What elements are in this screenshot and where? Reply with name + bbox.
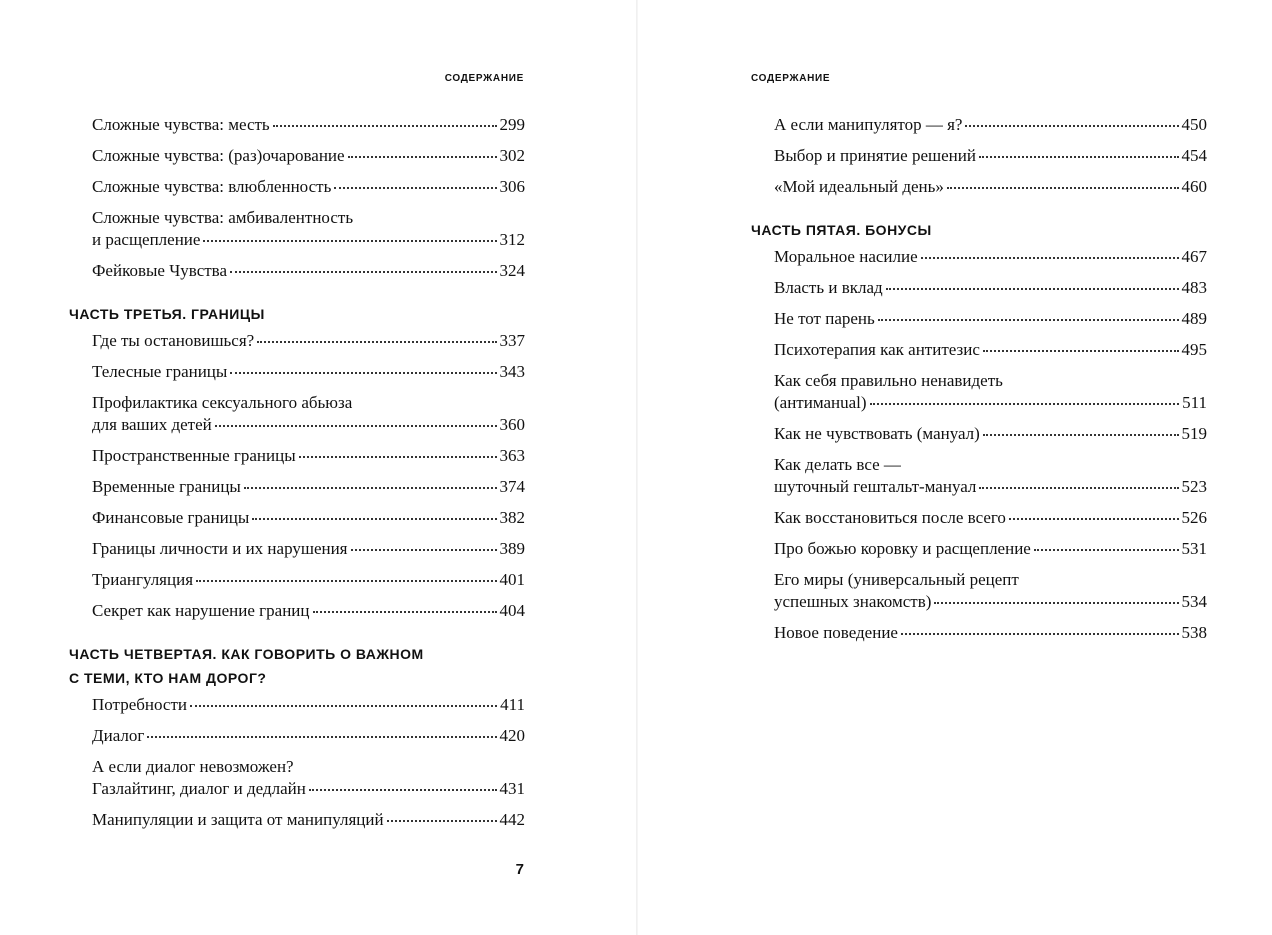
dot-leader bbox=[244, 486, 497, 489]
toc-entry[interactable] bbox=[92, 756, 525, 800]
toc-entry-title: А если манипулятор — я? bbox=[774, 115, 963, 134]
toc-entry-page-number: 420 bbox=[499, 726, 525, 745]
dot-leader bbox=[983, 433, 1179, 436]
toc-entry-page-number: 360 bbox=[499, 415, 525, 434]
toc-entry-title: Про божью коровку и расщепление bbox=[774, 539, 1031, 558]
toc-entry-page-number: 523 bbox=[1181, 477, 1207, 496]
dot-leader bbox=[190, 704, 497, 707]
dot-leader bbox=[921, 256, 1179, 259]
toc-entry-row bbox=[92, 229, 525, 251]
dot-leader bbox=[979, 155, 1179, 158]
toc-entry-title: Где ты остановишься? bbox=[92, 331, 255, 350]
dot-leader bbox=[965, 124, 1178, 127]
toc-group bbox=[69, 694, 525, 831]
toc-entry-row bbox=[774, 392, 1207, 414]
toc-entry-row bbox=[92, 778, 525, 800]
dot-leader bbox=[979, 486, 1178, 489]
toc-entry-row bbox=[92, 600, 525, 622]
toc-entry[interactable] bbox=[774, 622, 1207, 644]
toc-entry-page-number: 526 bbox=[1181, 508, 1207, 527]
toc-entry-title: Триангуляция bbox=[92, 570, 194, 589]
toc-entry-page-number: 404 bbox=[499, 601, 525, 620]
toc-entry-row bbox=[92, 260, 525, 282]
toc-entry-page-number: 401 bbox=[499, 570, 525, 589]
dot-leader bbox=[147, 735, 496, 738]
toc-entry-row bbox=[92, 507, 525, 529]
dot-leader bbox=[1034, 548, 1179, 551]
toc-entry[interactable] bbox=[92, 361, 525, 383]
running-head: СОДЕРЖАНИЕ bbox=[751, 73, 831, 84]
dot-leader bbox=[299, 455, 497, 458]
toc-entry-row bbox=[92, 725, 525, 747]
toc-entry-title: Секрет как нарушение границ bbox=[92, 601, 310, 620]
toc-entry-page-number: 511 bbox=[1182, 393, 1207, 412]
dot-leader bbox=[901, 632, 1179, 635]
toc-entry-page-number: 382 bbox=[499, 508, 525, 527]
toc-entry-title: Моральное насилие bbox=[774, 247, 918, 266]
toc-entry-title-line: Как себя правильно ненавидеть bbox=[774, 371, 1003, 390]
dot-leader bbox=[313, 610, 497, 613]
toc-entry-page-number: 442 bbox=[499, 810, 525, 829]
toc-entry-title: Пространственные границы bbox=[92, 446, 296, 465]
toc-entry-title: Потребности bbox=[92, 695, 187, 714]
toc-entry[interactable] bbox=[774, 423, 1207, 445]
toc-entry-row bbox=[774, 114, 1207, 136]
toc-entry-title: Выбор и принятие решений bbox=[774, 146, 976, 165]
toc-entry-row bbox=[92, 145, 525, 167]
table-of-contents bbox=[69, 114, 525, 840]
toc-entry[interactable] bbox=[92, 207, 525, 251]
toc-entry-row bbox=[774, 145, 1207, 167]
toc-entry[interactable] bbox=[92, 809, 525, 831]
toc-entry-page-number: 306 bbox=[499, 177, 525, 196]
toc-entry[interactable] bbox=[774, 308, 1207, 330]
running-head: СОДЕРЖАНИЕ bbox=[444, 73, 524, 84]
toc-entry-row bbox=[92, 809, 525, 831]
dot-leader bbox=[1009, 517, 1179, 520]
toc-entry-page-number: 538 bbox=[1181, 623, 1207, 642]
toc-entry-title: шуточный гештальт-мануал bbox=[774, 477, 977, 496]
toc-entry-row bbox=[774, 423, 1207, 445]
toc-entry-title: Новое поведение bbox=[774, 623, 898, 642]
toc-entry-row bbox=[92, 476, 525, 498]
toc-entry-title: (антиманual) bbox=[774, 393, 867, 412]
toc-entry-page-number: 411 bbox=[500, 695, 525, 714]
page-number: 7 bbox=[515, 861, 524, 878]
toc-entry-row bbox=[774, 339, 1207, 361]
toc-entry[interactable] bbox=[774, 246, 1207, 268]
toc-entry-title: Манипуляции и защита от манипуляций bbox=[92, 810, 384, 829]
toc-entry-title: успешных знакомств) bbox=[774, 592, 932, 611]
toc-entry-page-number: 389 bbox=[499, 539, 525, 558]
toc-entry-page-number: 489 bbox=[1181, 309, 1207, 328]
toc-entry-row bbox=[92, 445, 525, 467]
toc-entry-title: Диалог bbox=[92, 726, 145, 745]
toc-entry-title: Сложные чувства: месть bbox=[92, 115, 270, 134]
toc-entry-page-number: 483 bbox=[1181, 278, 1207, 297]
toc-entry[interactable] bbox=[774, 114, 1207, 136]
toc-entry-row bbox=[774, 622, 1207, 644]
toc-entry[interactable] bbox=[92, 445, 525, 467]
table-of-contents bbox=[751, 114, 1207, 653]
dot-leader bbox=[203, 239, 496, 242]
toc-entry-title: Не тот парень bbox=[774, 309, 875, 328]
toc-group bbox=[69, 330, 525, 622]
toc-entry[interactable] bbox=[774, 339, 1207, 361]
dot-leader bbox=[348, 155, 497, 158]
toc-entry-page-number: 495 bbox=[1181, 340, 1207, 359]
toc-entry-row bbox=[92, 330, 525, 352]
toc-entry[interactable] bbox=[774, 176, 1207, 198]
toc-entry-page-number: 467 bbox=[1181, 247, 1207, 266]
section-title-line: ЧАСТЬ ЧЕТВЕРТАЯ. КАК ГОВОРИТЬ О ВАЖНОМ bbox=[69, 646, 424, 662]
toc-entry-row bbox=[92, 538, 525, 560]
toc-entry-title: Психотерапия как антитезис bbox=[774, 340, 980, 359]
toc-entry[interactable] bbox=[92, 176, 525, 198]
dot-leader bbox=[870, 402, 1180, 405]
toc-entry-title: Сложные чувства: (раз)очарование bbox=[92, 146, 345, 165]
toc-entry-page-number: 519 bbox=[1181, 424, 1207, 443]
toc-entry[interactable] bbox=[92, 330, 525, 352]
toc-entry[interactable] bbox=[774, 370, 1207, 414]
toc-entry-row bbox=[774, 538, 1207, 560]
toc-entry-page-number: 337 bbox=[499, 331, 525, 350]
dot-leader bbox=[878, 318, 1179, 321]
toc-entry[interactable] bbox=[92, 145, 525, 167]
section-title: ЧАСТЬ ПЯТАЯ. БОНУСЫ bbox=[751, 222, 932, 238]
toc-entry[interactable] bbox=[774, 277, 1207, 299]
toc-entry[interactable] bbox=[92, 538, 525, 560]
toc-entry-title: Фейковые Чувства bbox=[92, 261, 228, 280]
dot-leader bbox=[252, 517, 496, 520]
dot-leader bbox=[886, 287, 1179, 290]
toc-entry-title: Власть и вклад bbox=[774, 278, 883, 297]
toc-entry-row bbox=[92, 176, 525, 198]
dot-leader bbox=[273, 124, 497, 127]
toc-entry-title: для ваших детей bbox=[92, 415, 212, 434]
toc-entry-page-number: 363 bbox=[499, 446, 525, 465]
toc-entry[interactable] bbox=[92, 476, 525, 498]
dot-leader bbox=[309, 788, 497, 791]
dot-leader bbox=[983, 349, 1179, 352]
section-title: ЧАСТЬ ТРЕТЬЯ. ГРАНИЦЫ bbox=[69, 306, 265, 322]
toc-group bbox=[751, 114, 1207, 198]
toc-entry[interactable] bbox=[92, 260, 525, 282]
dot-leader bbox=[351, 548, 497, 551]
toc-entry-title: Границы личности и их нарушения bbox=[92, 539, 348, 558]
toc-entry[interactable] bbox=[92, 569, 525, 591]
toc-entry-row bbox=[92, 414, 525, 436]
toc-entry[interactable] bbox=[92, 392, 525, 436]
toc-entry[interactable] bbox=[92, 114, 525, 136]
toc-entry[interactable] bbox=[774, 507, 1207, 529]
toc-entry-page-number: 460 bbox=[1181, 177, 1207, 196]
toc-entry-title-line: Сложные чувства: амбивалентность bbox=[92, 208, 354, 227]
toc-group bbox=[751, 246, 1207, 644]
toc-entry-title: и расщепление bbox=[92, 230, 201, 249]
toc-entry-page-number: 302 bbox=[499, 146, 525, 165]
toc-entry-page-number: 531 bbox=[1181, 539, 1207, 558]
toc-entry[interactable] bbox=[774, 145, 1207, 167]
dot-leader bbox=[387, 819, 497, 822]
toc-entry-title: «Мой идеальный день» bbox=[774, 177, 944, 196]
toc-entry[interactable] bbox=[774, 538, 1207, 560]
toc-entry-row bbox=[774, 476, 1207, 498]
toc-entry-page-number: 534 bbox=[1181, 592, 1207, 611]
dot-leader bbox=[334, 186, 496, 189]
toc-entry-row bbox=[774, 277, 1207, 299]
toc-entry-title-line: Профилактика сексуального абьюза bbox=[92, 393, 353, 412]
toc-entry-row bbox=[92, 569, 525, 591]
toc-entry-row bbox=[774, 176, 1207, 198]
toc-entry-row bbox=[92, 694, 525, 716]
toc-entry-row bbox=[92, 114, 525, 136]
toc-entry-row bbox=[774, 591, 1207, 613]
toc-entry-title-line: А если диалог невозможен? bbox=[92, 757, 294, 776]
toc-entry-page-number: 343 bbox=[499, 362, 525, 381]
toc-entry-title: Финансовые границы bbox=[92, 508, 250, 527]
toc-entry-row bbox=[774, 246, 1207, 268]
toc-entry-title: Как восстановиться после всего bbox=[774, 508, 1006, 527]
section-title bbox=[69, 642, 525, 690]
dot-leader bbox=[257, 340, 496, 343]
toc-entry-title: Телесные границы bbox=[92, 362, 228, 381]
toc-entry-page-number: 454 bbox=[1181, 146, 1207, 165]
dot-leader bbox=[230, 371, 496, 374]
toc-entry-row bbox=[92, 361, 525, 383]
toc-entry-page-number: 374 bbox=[499, 477, 525, 496]
dot-leader bbox=[196, 579, 496, 582]
toc-entry-title-line: Его миры (универсальный рецепт bbox=[774, 570, 1019, 589]
dot-leader bbox=[934, 601, 1178, 604]
toc-entry-page-number: 450 bbox=[1181, 115, 1207, 134]
toc-entry[interactable] bbox=[774, 569, 1207, 613]
toc-entry[interactable] bbox=[92, 694, 525, 716]
toc-entry-title: Сложные чувства: влюбленность bbox=[92, 177, 332, 196]
dot-leader bbox=[215, 424, 497, 427]
toc-group bbox=[69, 114, 525, 282]
toc-entry[interactable] bbox=[92, 725, 525, 747]
toc-entry-title-line: Как делать все — bbox=[774, 455, 901, 474]
dot-leader bbox=[230, 270, 496, 273]
toc-entry-row bbox=[774, 308, 1207, 330]
right-page bbox=[638, 0, 1272, 935]
toc-entry[interactable] bbox=[774, 454, 1207, 498]
toc-entry-page-number: 312 bbox=[499, 230, 525, 249]
toc-entry-page-number: 431 bbox=[499, 779, 525, 798]
toc-entry[interactable] bbox=[92, 507, 525, 529]
toc-entry-title: Как не чувствовать (мануал) bbox=[774, 424, 980, 443]
toc-entry[interactable] bbox=[92, 600, 525, 622]
toc-entry-page-number: 324 bbox=[499, 261, 525, 280]
toc-entry-page-number: 299 bbox=[499, 115, 525, 134]
toc-entry-title: Газлайтинг, диалог и дедлайн bbox=[92, 779, 306, 798]
dot-leader bbox=[947, 186, 1179, 189]
toc-entry-title: Временные границы bbox=[92, 477, 241, 496]
toc-entry-row bbox=[774, 507, 1207, 529]
section-title-line: С ТЕМИ, КТО НАМ ДОРОГ? bbox=[69, 670, 267, 686]
